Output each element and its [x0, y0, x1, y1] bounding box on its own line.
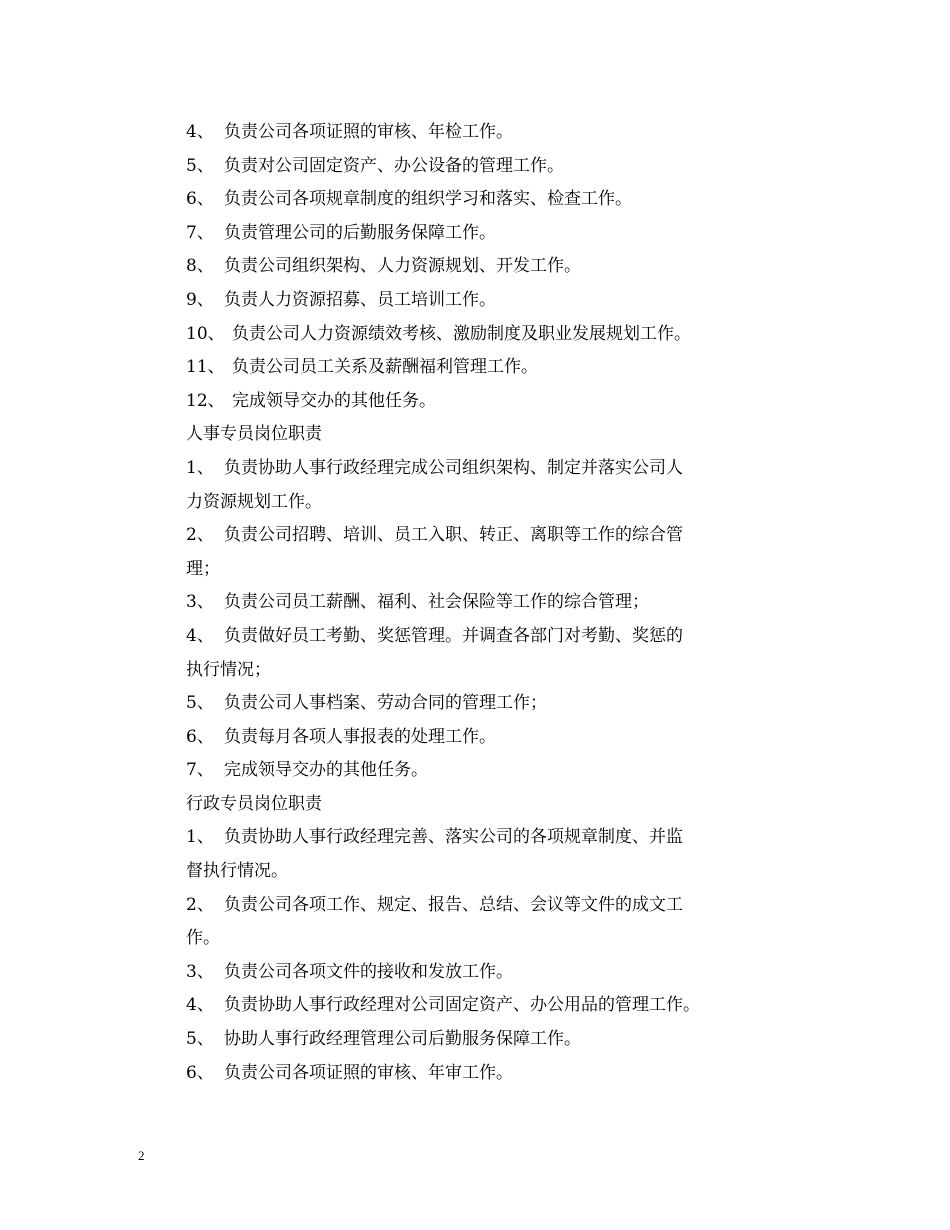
- item-number: 9、: [186, 289, 214, 310]
- item-text: 负责公司各项工作、规定、报告、总结、会议等文件的成文工: [224, 894, 683, 915]
- list-item: [186, 217, 746, 251]
- item-number: 3、: [186, 961, 214, 982]
- item-number: 10、: [186, 323, 225, 344]
- list-item-continuation: 执行情况；: [186, 659, 271, 680]
- item-text: 负责人力资源招募、员工培训工作。: [224, 289, 496, 310]
- list-item: [186, 385, 746, 419]
- document-body: [186, 116, 746, 1090]
- item-text: 负责公司人事档案、劳动合同的管理工作；: [224, 693, 547, 714]
- item-number: 2、: [186, 525, 214, 546]
- item-text: 负责公司员工薪酬、福利、社会保险等工作的综合管理；: [224, 592, 649, 613]
- list-item: [186, 519, 746, 553]
- list-item: [186, 889, 746, 923]
- list-item: [186, 989, 746, 1023]
- item-number: 6、: [186, 726, 214, 747]
- item-number: 7、: [186, 222, 214, 243]
- list-item-continuation: 力资源规划工作。: [186, 491, 322, 512]
- list-item: [186, 687, 746, 721]
- item-number: 4、: [186, 122, 214, 142]
- list-item: [186, 586, 746, 620]
- item-text: 负责公司各项证照的审核、年审工作。: [224, 1062, 513, 1083]
- section-heading: 人事专员岗位职责: [186, 424, 322, 445]
- item-text: 负责做好员工考勤、奖惩管理。并调查各部门对考勤、奖惩的: [224, 625, 683, 646]
- list-item: [186, 1057, 746, 1091]
- list-item: [186, 452, 746, 486]
- item-number: 8、: [186, 256, 214, 277]
- item-number: 12、: [186, 390, 225, 411]
- item-number: 5、: [186, 155, 214, 176]
- item-text: 负责协助人事行政经理完善、落实公司的各项规章制度、并监: [224, 827, 683, 848]
- page-number: 2: [138, 1148, 145, 1163]
- item-number: 4、: [186, 625, 214, 646]
- item-number: 2、: [186, 894, 214, 915]
- list-item: [186, 284, 746, 318]
- list-item: [186, 116, 746, 150]
- item-number: 5、: [186, 693, 214, 714]
- item-number: 11、: [186, 357, 225, 378]
- item-text: 负责公司各项证照的审核、年检工作。: [224, 122, 513, 142]
- list-item: [186, 1023, 746, 1057]
- item-text: 负责公司人力资源绩效考核、激励制度及职业发展规划工作。: [232, 323, 691, 344]
- list-item: [186, 754, 746, 788]
- list-item-continuation: 督执行情况。: [186, 861, 288, 882]
- item-text: 完成领导交办的其他任务。: [224, 760, 428, 781]
- item-text: 负责管理公司的后勤服务保障工作。: [224, 222, 496, 243]
- item-text: 负责公司各项规章制度的组织学习和落实、检查工作。: [224, 189, 632, 210]
- item-text: 协助人事行政经理管理公司后勤服务保障工作。: [224, 1029, 581, 1050]
- list-item: [186, 821, 746, 855]
- item-number: 1、: [186, 457, 214, 478]
- item-text: 负责公司各项文件的接收和发放工作。: [224, 961, 513, 982]
- list-item: [186, 250, 746, 284]
- list-item: [186, 721, 746, 755]
- list-item: [186, 183, 746, 217]
- list-item: [186, 620, 746, 654]
- item-text: 负责协助人事行政经理完成公司组织架构、制定并落实公司人: [224, 457, 683, 478]
- item-text: 负责每月各项人事报表的处理工作。: [224, 726, 496, 747]
- list-item: [186, 351, 746, 385]
- item-number: 4、: [186, 995, 214, 1016]
- item-text: 负责公司组织架构、人力资源规划、开发工作。: [224, 256, 581, 277]
- item-text: 负责对公司固定资产、办公设备的管理工作。: [224, 155, 564, 176]
- section-heading: 行政专员岗位职责: [186, 793, 322, 814]
- item-text: 负责公司招聘、培训、员工入职、转正、离职等工作的综合管: [224, 525, 683, 546]
- list-item-continuation: 作。: [186, 928, 220, 949]
- list-item: [186, 150, 746, 184]
- list-item: [186, 956, 746, 990]
- item-number: 7、: [186, 760, 214, 781]
- list-item: [186, 318, 746, 352]
- item-number: 6、: [186, 189, 214, 210]
- item-number: 5、: [186, 1029, 214, 1050]
- item-number: 6、: [186, 1062, 214, 1083]
- item-text: 负责协助人事行政经理对公司固定资产、办公用品的管理工作。: [224, 995, 700, 1016]
- list-item-continuation: 理；: [186, 558, 220, 579]
- item-number: 3、: [186, 592, 214, 613]
- item-text: 负责公司员工关系及薪酬福利管理工作。: [232, 357, 538, 378]
- item-text: 完成领导交办的其他任务。: [232, 390, 436, 411]
- item-number: 1、: [186, 827, 214, 848]
